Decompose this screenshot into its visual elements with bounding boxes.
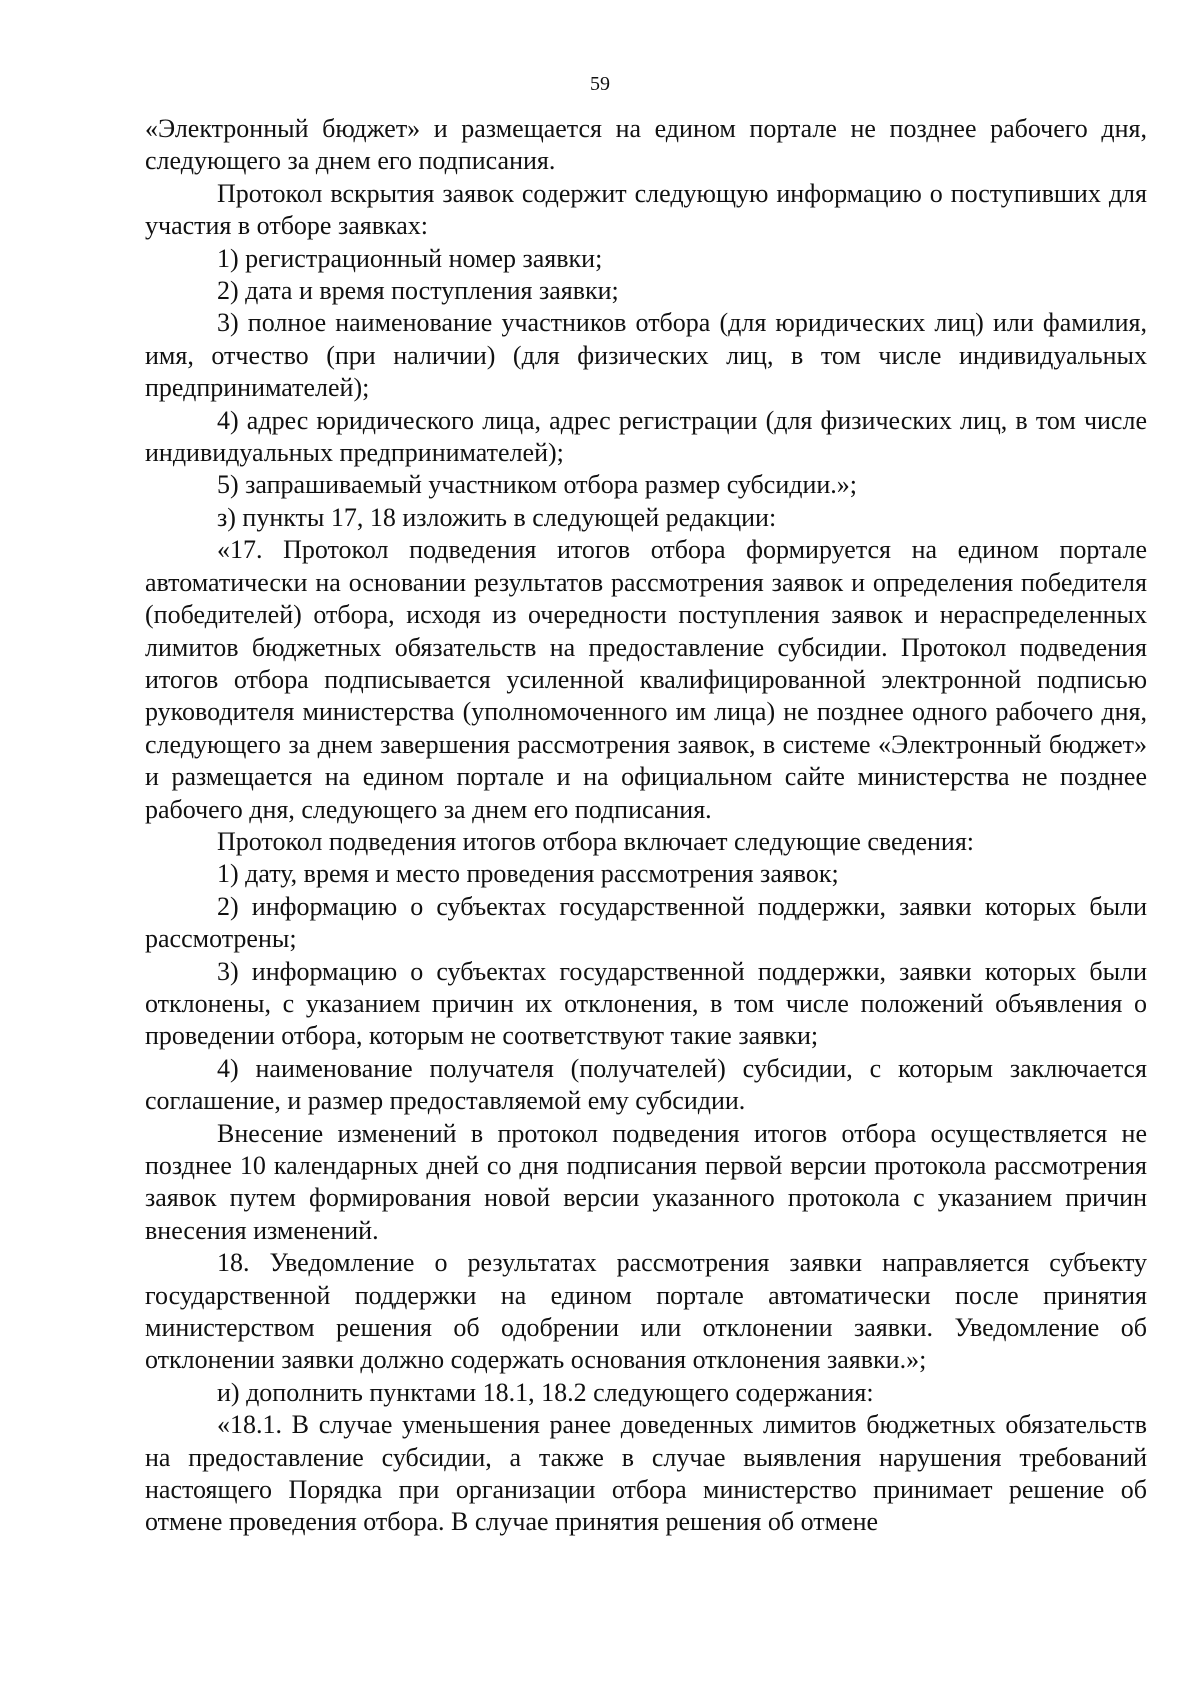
paragraph: 3) информацию о субъектах государственной поддержки, заявки которых были отклонены, с указанием причин их отклонения, в том числе положений объявления о проведении отбора, которым не соответствуют такие заявки; (145, 956, 1147, 1051)
page-number: 59 (590, 73, 610, 95)
paragraph: 4) наименование получателя (получателей) субсидии, с которым заключается соглашение, и размер предоставляемой ему субсидии. (145, 1053, 1147, 1116)
paragraph: и) дополнить пунктами 18.1, 18.2 следующего содержания: (217, 1377, 874, 1407)
paragraph: «17. Протокол подведения итогов отбора формируется на едином портале автоматически на основании результатов рассмотрения заявок и определения победителя (победителей) отбора, исходя из очередности поступления заявок и нераспределенных лимитов бюджетных обязательств на предоставление субсидии. Протокол подведения итогов отбора подписывается усиленной квалифицированной электронной подписью руководителя министерства (уполномоченного им лица) не позднее одного рабочего дня, следующего за днем завершения рассмотрения заявок, в системе «Электронный бюджет» и размещается на едином портале и на официальном сайте министерства не позднее рабочего дня, следующего за днем его подписания. (145, 535, 1147, 824)
paragraph: 1) дату, время и место проведения рассмотрения заявок; (217, 859, 839, 889)
document-body (145, 113, 1147, 1539)
paragraph: Протокол вскрытия заявок содержит следующую информацию о поступивших для участия в отборе заявках: (145, 178, 1147, 241)
paragraph: «Электронный бюджет» и размещается на едином портале не позднее рабочего дня, следующего за днем его подписания. (145, 114, 1147, 176)
paragraph: Протокол подведения итогов отбора включает следующие сведения: (217, 826, 974, 856)
paragraph: «18.1. В случае уменьшения ранее доведенных лимитов бюджетных обязательств на предоставление субсидии, а также в случае выявления нарушения требований настоящего Порядка при организации отбора министерство принимает решение об отмене проведения отбора. В случае принятия решения об отмене (145, 1410, 1147, 1537)
paragraph: 18. Уведомление о результатах рассмотрения заявки направляется субъекту государственной поддержки на едином портале автоматически после принятия министерством решения об одобрении или отклонении заявки. Уведомление об отклонении заявки должно содержать основания отклонения заявки.»; (145, 1248, 1147, 1375)
paragraph: 2) информацию о субъектах государственной поддержки, заявки которых были рассмотрены; (145, 891, 1147, 954)
paragraph: 1) регистрационный номер заявки; (217, 243, 603, 273)
paragraph: 4) адрес юридического лица, адрес регистрации (для физических лиц, в том числе индивидуальных предпринимателей); (145, 405, 1147, 468)
paragraph: Внесение изменений в протокол подведения итогов отбора осуществляется не позднее 10 календарных дней со дня подписания первой версии протокола рассмотрения заявок путем формирования новой версии указанного протокола с указанием причин внесения изменений. (145, 1118, 1147, 1245)
paragraph: 3) полное наименование участников отбора (для юридических лиц) или фамилия, имя, отчество (при наличии) (для физических лиц, в том числе индивидуальных предпринимателей); (145, 308, 1147, 403)
paragraph: 2) дата и время поступления заявки; (217, 276, 619, 306)
paragraph: з) пункты 17, 18 изложить в следующей редакции: (217, 502, 777, 532)
paragraph: 5) запрашиваемый участником отбора размер субсидии.»; (217, 470, 858, 500)
